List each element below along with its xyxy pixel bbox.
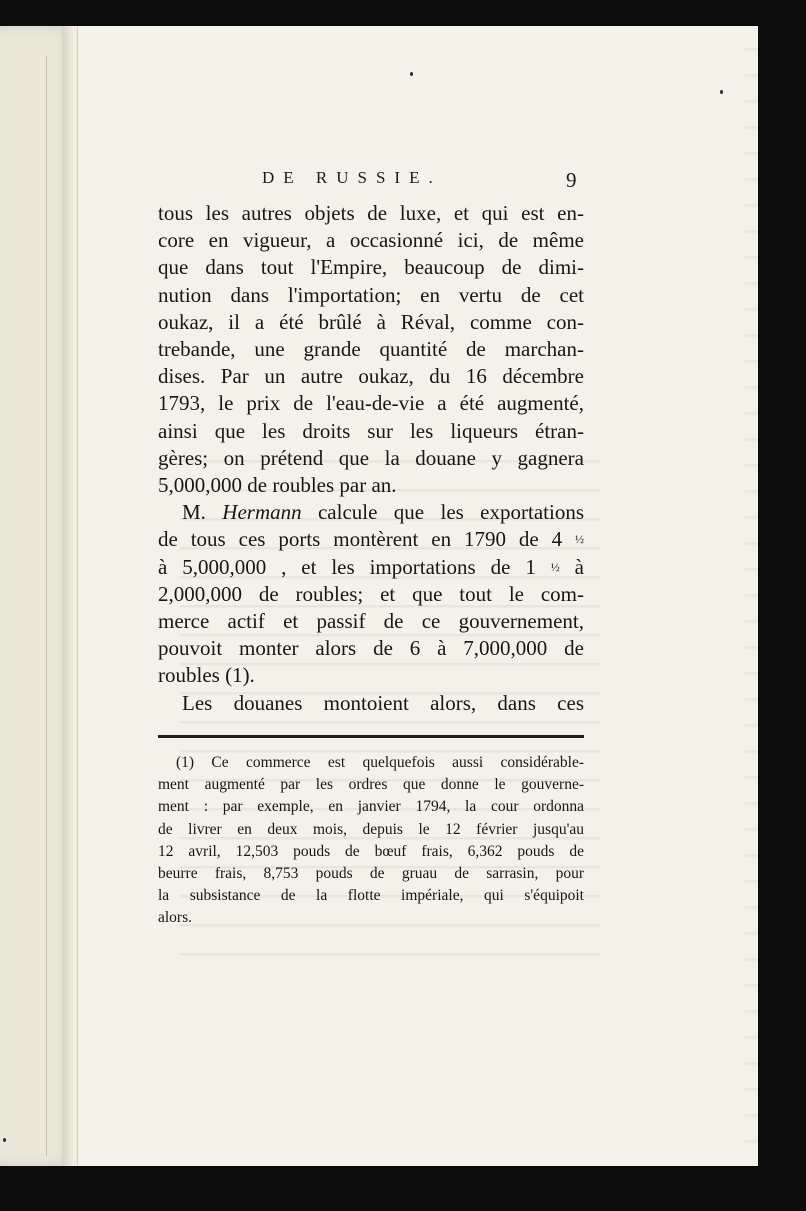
paragraph-line: 2,000,000 de roubles; et que tout le com-	[158, 581, 584, 606]
footnote-line: ment : par exemple, en janvier 1794, la cour ordonna	[158, 798, 584, 816]
paragraph-line: merce actif et passif de ce gouvernement,	[158, 609, 584, 634]
footnote	[158, 752, 584, 930]
footnote-line: 12 avril, 12,503 pouds de bœuf frais, 6,362 pouds de	[158, 842, 584, 860]
text-line: que dans tout l'Empire, beaucoup de dimi-	[158, 255, 584, 280]
fraction-half: ½	[550, 559, 560, 574]
running-header: DE RUSSIE.	[262, 168, 442, 187]
text-fragment: à 5,000,000 , et les importations de 1	[158, 554, 536, 579]
text-line: tous les autres objets de luxe, et qui est en-	[158, 201, 584, 225]
footnote-line: alors.	[158, 909, 193, 927]
text-line: trebande, une grande quantité de marchan-	[158, 337, 584, 362]
text-line: nution dans l'importation; en vertu de cet	[158, 282, 584, 307]
paper-speck	[410, 72, 413, 76]
footnote-line: de livrer en deux mois, depuis le 12 février jusqu'au	[158, 820, 584, 838]
paragraph-line: Les douanes montoient alors, dans ces	[182, 690, 584, 715]
paper-speck	[720, 90, 723, 94]
paragraph-line	[158, 526, 584, 553]
page-number: 9	[566, 168, 577, 192]
footnote-line: (1) Ce commerce est quelquefois aussi considérable-	[176, 754, 584, 771]
paragraph-line	[158, 499, 584, 526]
paragraph-line: roubles (1).	[158, 663, 255, 688]
text-fragment: de tous ces ports montèrent en 1790 de 4	[158, 527, 563, 552]
fraction-half: ½	[575, 532, 585, 547]
page-fore-edge	[744, 26, 758, 1166]
text-line: gères; on prétend que la douane y gagnera	[158, 445, 584, 470]
left-page-shadow	[8, 56, 47, 1156]
text-fragment: à	[559, 554, 584, 579]
text-fragment: calcule que les exportations	[301, 500, 584, 525]
text-fragment: M.	[182, 500, 223, 525]
text-line: ainsi que les droits sur les liqueurs étran-	[158, 418, 584, 443]
author-name: Hermann	[222, 500, 302, 525]
footnote-line: beurre frais, 8,753 pouds de gruau de sarrasin, pour	[158, 865, 584, 883]
text-line: dises. Par un autre oukaz, du 16 décembre	[158, 364, 584, 389]
main-text	[158, 200, 584, 717]
paragraph-line: pouvoit monter alors de 6 à 7,000,000 de	[158, 636, 584, 661]
text-line: oukaz, il a été brûlé à Réval, comme con-	[158, 309, 584, 334]
footnote-line: la subsistance de la flotte impériale, qui s'équipoit	[158, 887, 584, 905]
text-line: 1793, le prix de l'eau-de-vie a été augmenté,	[158, 391, 584, 416]
text-line: core en vigueur, a occasionné ici, de même	[158, 228, 584, 253]
footnote-line: ment augmenté par les ordres que donne le gouverne-	[158, 776, 584, 794]
footnote-rule	[158, 735, 584, 738]
paper-speck	[3, 1138, 6, 1142]
paragraph-line	[158, 554, 584, 581]
text-line: 5,000,000 de roubles par an.	[158, 473, 397, 498]
